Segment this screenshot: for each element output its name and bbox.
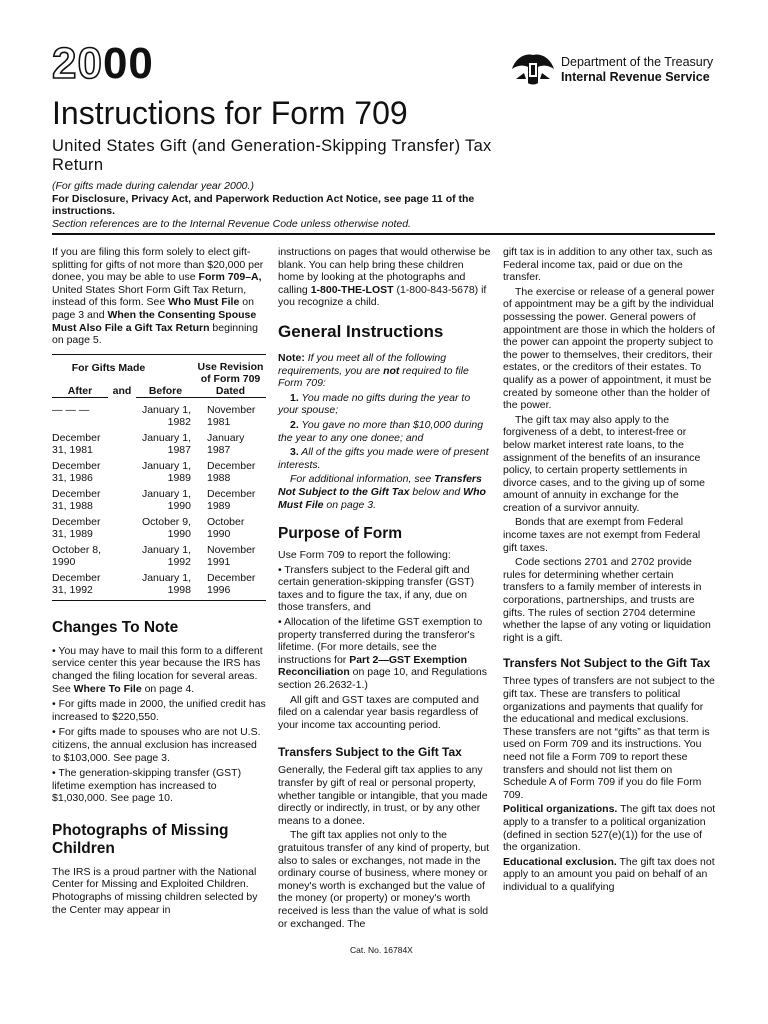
agency-name: Internal Revenue Service	[561, 70, 710, 84]
revision-after-cell: — — —	[52, 403, 90, 416]
revision-before-cell: October 9, 1990	[141, 515, 191, 540]
revision-dated-cell: December 1988	[206, 459, 256, 484]
revision-dated-cell: October 1990	[206, 515, 245, 540]
revision-table-row	[52, 428, 266, 456]
filing-requirement-note: Note: If you meet all of the following requirements, you are not required to file Form 709:	[278, 351, 469, 390]
revision-after-cell: December 31, 1986	[52, 459, 101, 484]
revision-spacer-cell	[108, 484, 136, 512]
section-references-note: Section references are to the Internal Revenue Code unless otherwise noted.	[52, 217, 411, 230]
table-head-after: After	[52, 378, 108, 397]
table-head-revision: Use Revision of Form 709 Dated	[195, 361, 266, 398]
photographs-paragraph: The IRS is a proud partner with the National Center for Missing and Exploited Children. Photographs of missing children selected by the Center may appear in	[52, 865, 258, 916]
gift-tax-continued: gift tax is in addition to any other tax, such as Federal income tax, paid or due on the transfer.	[503, 246, 713, 284]
revision-before-cell: January 1, 1987	[141, 431, 191, 456]
requirement-1: 1. You made no gifts during the year to your spouse;	[278, 391, 471, 417]
additional-information: For additional information, see Transfers Not Subject to the Gift Tax below and Who Must File on page 3.	[278, 473, 486, 511]
revision-spacer-cell	[108, 397, 136, 428]
revision-spacer-cell	[108, 568, 136, 596]
revision-spacer-cell	[108, 456, 136, 484]
power-of-appointment-paragraph: The exercise or release of a general power of appointment may be a gift by the individual possessing the power. General powers of appointment are those in which the holders of the power can appoint the property subject to the power to themselves, their creditors, their estates, or the creditors of their estates. To qualify as a power of appointment, it must be created by someone other than the holder of the power.	[503, 285, 715, 412]
table-top-rule	[52, 354, 266, 355]
general-instructions-heading: General Instructions	[278, 321, 444, 341]
revision-before-cell: January 1, 1998	[141, 571, 191, 596]
header-divider	[52, 233, 715, 235]
table-bottom-rule	[52, 600, 266, 601]
changes-heading: Changes To Note	[52, 618, 179, 636]
revision-table-row	[52, 456, 266, 484]
transfers-subject-paragraph-2: The gift tax applies not only to the gratuitous transfer of any kind of property, but also to sales or exchanges, not made in the ordinary course of business, where money or money's worth is exchanged but the value of the money (or property) or money's worth received is less than the value of what is sold or exchanged. The	[278, 829, 490, 930]
revision-dated-cell: January 1987	[206, 431, 245, 456]
revision-after-cell: December 31, 1992	[52, 571, 101, 596]
revision-before-cell: January 1, 1989	[141, 459, 191, 484]
revision-table-row	[52, 540, 266, 568]
revision-dated-cell: November 1991	[206, 543, 256, 568]
short-form-paragraph: If you are filing this form solely to elect gift-splitting for gifts of not more than $20,000 per donee, you may be able to use Form 709–A, United States Short Form Gift Tax Return, instead of this form. See Who Must File on page 3 and When the Consenting Spouse Must Also File a Gift Tax Return beginning on page 5.	[52, 246, 264, 347]
political-organizations-paragraph: Political organizations. The gift tax does not apply to a transfer to a political organization (defined in section 527(e)(1)) for the use of the organization.	[503, 803, 716, 854]
revision-after-cell: December 31, 1988	[52, 487, 101, 512]
change-item-annual-exclusion: • For gifts made to spouses who are not U.S. citizens, the annual exclusion has increased to $103,000. See page 3.	[52, 726, 261, 764]
revision-before-cell: January 1, 1982	[141, 403, 191, 428]
requirement-2: 2. You gave no more than $10,000 during the year to any one donee; and	[278, 418, 484, 444]
revision-spacer-cell	[108, 428, 136, 456]
purpose-bullet-transfers: • Transfers subject to the Federal gift and certain generation-skipping transfer (GST) taxes and to figure the tax, if any, due on those transfers, and	[278, 563, 475, 614]
revision-spacer-cell	[108, 512, 136, 540]
transfers-not-subject-paragraph: Three types of transfers are not subject to the gift tax. These are transfers to political organizations and payments that qualify for the educational and medical exclusions. These transfers are not “gifts” as that term is used on Form 709 and its instructions. You need not file a Form 709 to report these transfers and should not list them on Schedule A of Form 709 if you do file Form 709.	[503, 675, 715, 801]
table-head-and: and	[112, 385, 132, 398]
revision-table-row	[52, 568, 266, 596]
purpose-heading: Purpose of Form	[278, 525, 403, 543]
revision-before-cell: January 1, 1990	[141, 487, 191, 512]
irs-eagle-logo-icon	[510, 49, 556, 87]
table-head-gifts: For Gifts Made	[71, 361, 146, 374]
revision-before-cell: January 1, 1992	[141, 543, 191, 568]
bonds-paragraph: Bonds that are exempt from Federal income taxes are not exempt from Federal gift taxes.	[503, 516, 701, 554]
revision-table	[52, 361, 266, 596]
catalog-number: Cat. No. 16784X	[350, 945, 413, 955]
revision-table-row	[52, 397, 266, 428]
revision-after-cell: December 31, 1989	[52, 515, 101, 540]
revision-table-row	[52, 512, 266, 540]
change-item-unified-credit: • For gifts made in 2000, the unified credit has increased to $220,550.	[52, 698, 266, 723]
debt-forgiveness-paragraph: The gift tax may also apply to the forgiveness of a debt, to interest-free or below market interest rate loans, to the assignment of the benefits of an insurance policy, to certain property settlements in divorce cases, and to the giving up of some amount of annuity in exchange for the creation of a survivor annuity.	[503, 413, 705, 514]
revision-table-row	[52, 484, 266, 512]
intro-notes	[52, 180, 502, 230]
revision-after-cell: December 31, 1981	[52, 431, 101, 456]
form-year: 2000	[52, 39, 154, 88]
purpose-intro: Use Form 709 to report the following:	[278, 549, 451, 562]
transfers-not-subject-heading: Transfers Not Subject to the Gift Tax	[503, 656, 711, 671]
revision-dated-cell: November 1981	[206, 403, 256, 428]
agency-block	[561, 55, 713, 85]
table-head-before: Before	[136, 378, 195, 397]
transfers-subject-paragraph-1: Generally, the Federal gift tax applies to any transfer by gift of real or personal property, whether tangible or intangible, that you made directly or indirectly, in trust, or by any other means to a donee.	[278, 764, 488, 827]
page-title: Instructions for Form 709	[52, 95, 408, 131]
column-1	[52, 246, 266, 916]
gift-year-note: (For gifts made during calendar year 2000.)	[52, 180, 254, 192]
column-2	[278, 246, 492, 930]
purpose-bullet-gst-allocation: • Allocation of the lifetime GST exemption to property transferred during the transferor's lifetime. (For more details, see the instructions for Part 2—GST Exemption Reconciliation on page 10, and Regulations section 26.2632-1.)	[278, 616, 487, 692]
code-sections-paragraph: Code sections 2701 and 2702 provide rules for determining whether certain transfers to a family member of interests in corporations, partnerships, and trusts are gifts. The rules of section 2704 determine whether the lapse of any voting or liquidation right is a gift.	[503, 556, 711, 644]
educational-exclusion-paragraph: Educational exclusion. The gift tax does not apply to an amount you paid on behalf of an individual to a qualifying	[503, 855, 715, 893]
missing-children-continued: instructions on pages that would otherwise be blank. You can help bring these children home by looking at the photographs and calling 1-800-THE-LOST (1-800-843-5678) if you recognize a child.	[278, 246, 491, 309]
transfers-subject-heading: Transfers Subject to the Gift Tax	[278, 745, 462, 760]
photographs-heading: Photographs of Missing Children	[52, 821, 229, 857]
revision-after-cell: October 8, 1990	[52, 543, 102, 568]
column-3	[503, 246, 716, 894]
change-item-gst-exemption: • The generation-skipping transfer (GST) lifetime exemption has increased to $1,030,000. See page 10.	[52, 767, 242, 805]
revision-dated-cell: December 1989	[206, 487, 256, 512]
disclosure-note: For Disclosure, Privacy Act, and Paperwork Reduction Act Notice, see page 11 of the instructions.	[52, 192, 475, 217]
revision-dated-cell: December 1996	[206, 571, 256, 596]
page-subtitle: United States Gift (and Generation-Skipping Transfer) Tax Return	[52, 137, 492, 174]
revision-spacer-cell	[108, 540, 136, 568]
requirement-3: 3. All of the gifts you made were of present interests.	[278, 446, 489, 471]
department-name: Department of the Treasury	[561, 55, 714, 69]
purpose-calendar-year: All gift and GST taxes are computed and filed on a calendar year basis regardless of your income tax accounting period.	[278, 693, 479, 731]
change-item-service-center: • You may have to mail this form to a different service center this year because the IRS has changed the filing location for several areas. See Where To File on page 4.	[52, 644, 263, 695]
